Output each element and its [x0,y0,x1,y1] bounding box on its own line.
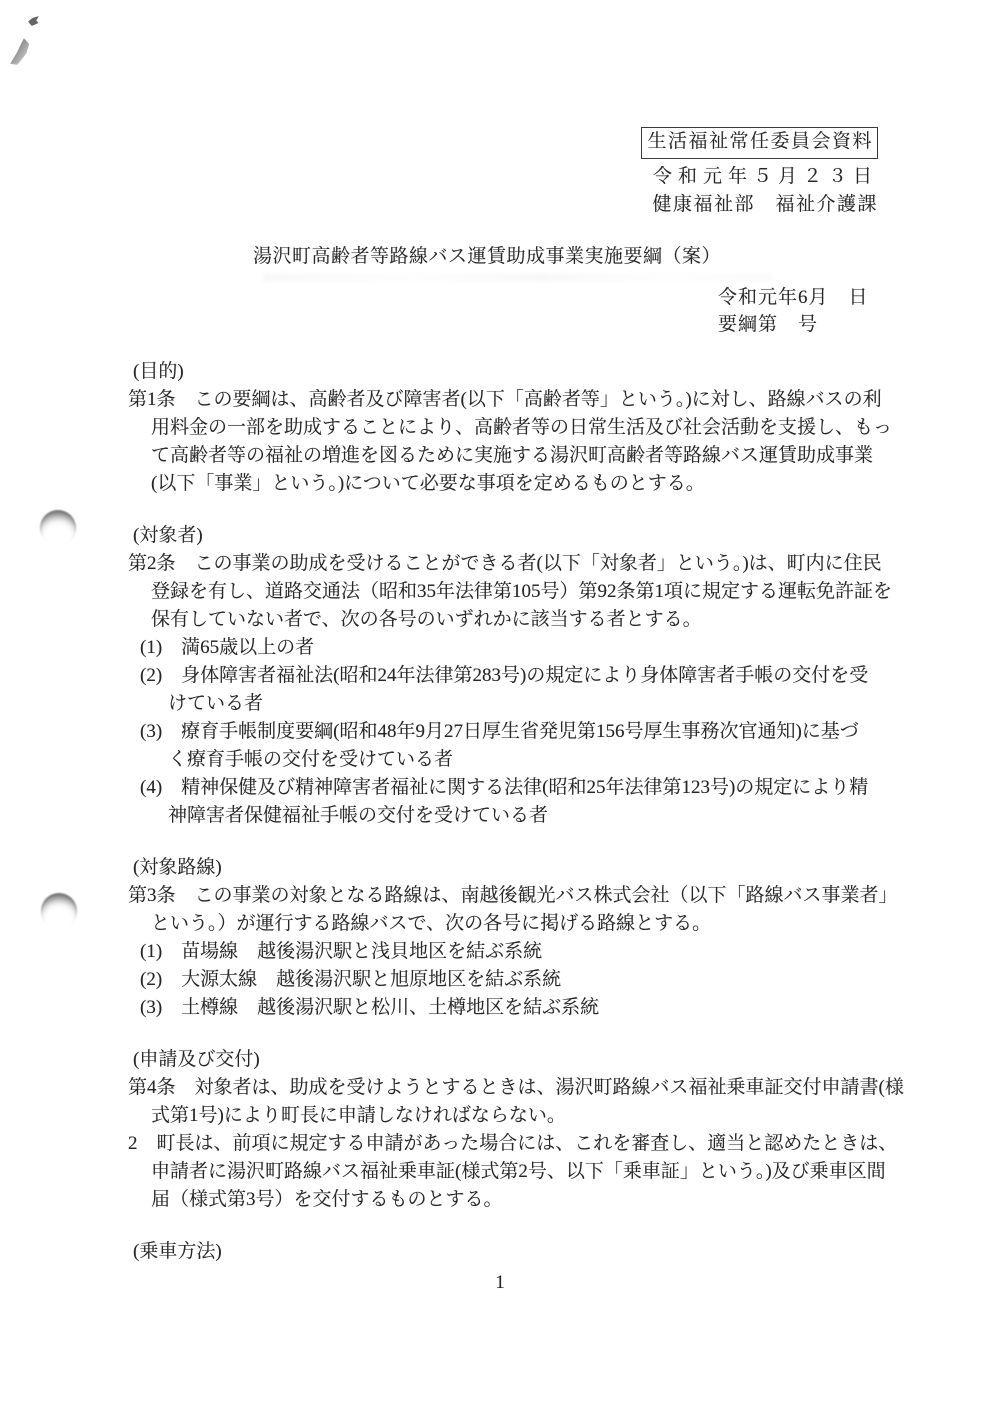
issue-date: 令和元年6月 日 [718,287,869,308]
scan-smudge-artifact [10,38,34,65]
doc-number: 要綱第 号 [718,314,819,335]
document-body [128,358,904,1290]
text-line: (2) 大源太線 越後湯沢駅と旭原地区を結ぶ系統 [140,969,562,990]
section [128,522,893,830]
page-number: 1 [495,1272,505,1293]
text-line: (3) 療育手帳制度要綱(昭和48年9月27日厚生省発児第156号厚生事務次官通知)に基づ [140,721,859,742]
scan-noise-streak [262,273,772,282]
text-line: (3) 土樽線 越後湯沢駅と松川、土樽地区を結ぶ系統 [140,997,600,1018]
section-heading: (申請及び交付) [133,1049,260,1070]
text-line: (以下「事業」という。)について必要な事項を定めるものとする。 [151,473,705,494]
text-line: 保有していない者で、次の各号のいずれかに該当する者とする。 [151,609,702,630]
section [128,854,898,1022]
text-line: (2) 身体障害者福祉法(昭和24年法律第283号)の規定により身体障害者手帳の交付を受 [140,665,869,686]
text-line: という。）が運行する路線バスで、次の各号に掲げる路線とする。 [151,913,712,934]
text-line: 届（様式第3号）を交付するものとする。 [151,1189,503,1210]
text-line: 神障害者保健福祉手帳の交付を受けている者 [168,805,549,826]
text-line: て高齢者等の福祉の増進を図るために実施する湯沢町高齢者等路線バス運賃助成事業 [151,445,874,466]
section-heading: (対象路線) [133,857,222,878]
header-block [641,127,878,217]
text-line: く療育手帳の交付を受けている者 [168,749,454,770]
text-line: 2 町長は、前項に規定する申請があった場合には、これを審査し、適当と認めたときは、 [128,1133,898,1154]
scan-speck-artifact [28,16,39,26]
section [128,1046,904,1214]
committee-label-box: 生活福祉常任委員会資料 [641,127,878,159]
text-line: 登録を有し、道路交通法（昭和35年法律第105号）第92条第1項に規定する運転免許証を [151,581,893,602]
text-line: 第1条 この要綱は、高齢者及び障害者(以下「高齢者等」という。)に対し、路線バスの利 [128,389,882,410]
text-line: 第3条 この事業の対象となる路線は、南越後観光バス株式会社（以下「路線バス事業者」 [128,885,898,906]
binding-hole-shadow-bottom [41,893,77,929]
doc-meta-block [718,284,869,338]
text-line: 式第1号)により町長に申請しなければならない。 [151,1105,566,1126]
section-heading: (対象者) [133,525,203,546]
text-line: 第2条 この事業の助成を受けることができる者(以下「対象者」という。)は、町内に住民 [128,553,882,574]
text-line: (1) 苗場線 越後湯沢駅と浅貝地区を結ぶ系統 [140,941,543,962]
text-line: 第4条 対象者は、助成を受けようとするときは、湯沢町路線バス福祉乗車証交付申請書(様 [128,1077,904,1098]
section-heading: (乗車方法) [133,1241,222,1262]
document-title: 湯沢町高齢者等路線バス運賃助成事業実施要綱（案） [252,246,721,267]
section [128,1238,893,1266]
section [128,358,893,498]
header-department: 健康福祉部 福祉介護課 [652,194,878,216]
text-line: 用料金の一部を助成することにより、高齢者等の日常生活及び社会活動を支援し、もっ [151,417,893,438]
header-date: 令和元年５月２３日 [652,165,878,187]
text-line: 申請者に湯沢町路線バス福祉乗車証(様式第2号、以下「乗車証」という。)及び乗車区間 [151,1161,886,1182]
text-line: けている者 [168,693,264,714]
text-line: (1) 満65歳以上の者 [140,637,315,658]
text-line: (4) 精神保健及び精神障害者福祉に関する法律(昭和25年法律第123号)の規定により精 [140,777,869,798]
section-heading: (目的) [133,361,184,382]
binding-hole-shadow-top [40,510,76,546]
